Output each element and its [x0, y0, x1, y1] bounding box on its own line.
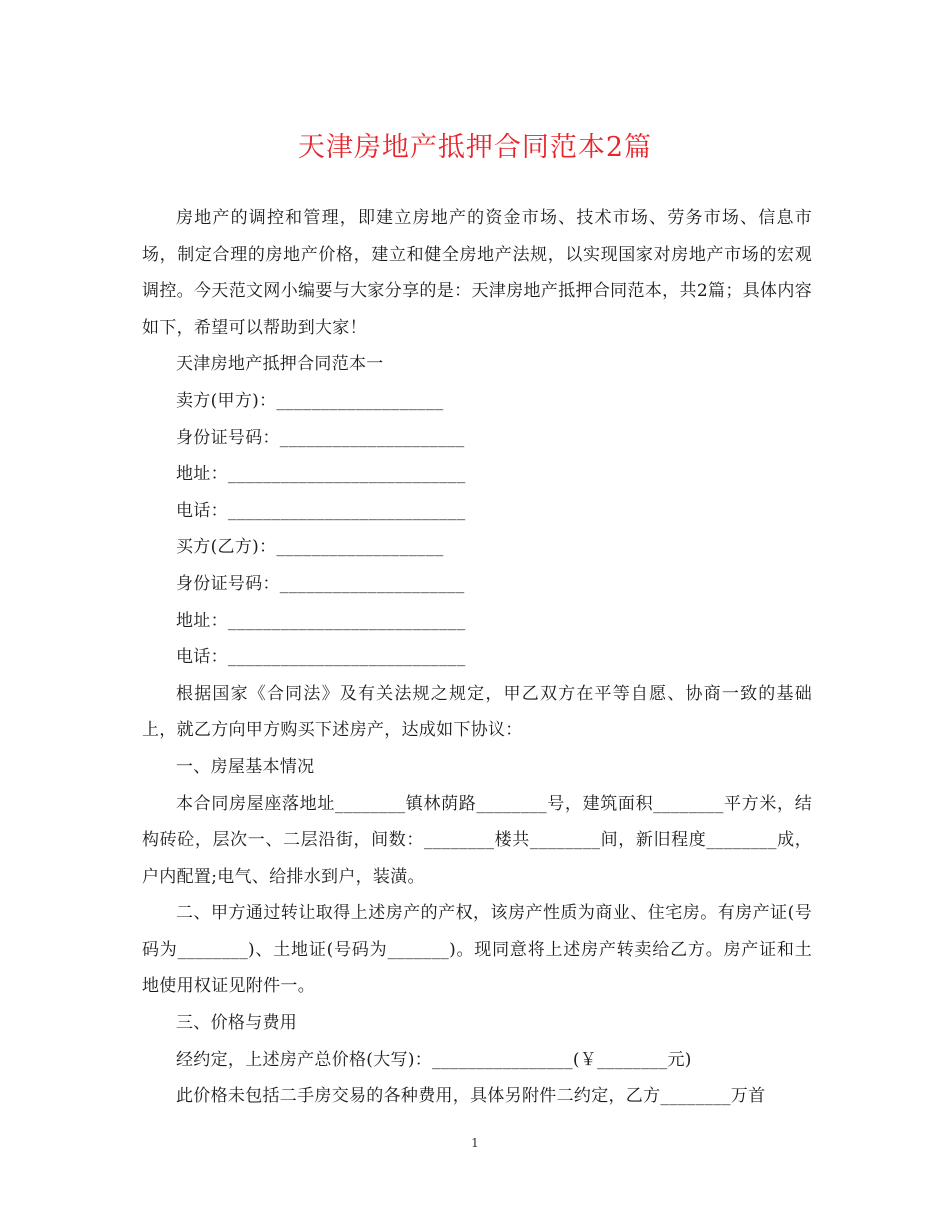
seller-phone-field: 电话：___________________________ [176, 500, 466, 521]
price-text: 经约定，上述房产总价格(大写)：________________(￥________元) [176, 1049, 692, 1070]
seller-id-field: 身份证号码：_____________________ [176, 427, 465, 448]
page-number: 1 [471, 1136, 479, 1150]
buyer-address-field: 地址：___________________________ [176, 610, 466, 631]
clause-heading-3: 三、价格与费用 [176, 1013, 298, 1034]
intro-paragraph: 房地产的调控和管理，即建立房地产的资金市场、技术市场、劳务市场、信息市场，制定合理的房地产价格，建立和健全房地产法规，以实现国家对房地产市场的宏观调控。今天范文网小编要与大家分享的是：天津房地产抵押合同范本，共2篇；具体内容如下，希望可以帮助到大家！ [142, 208, 812, 338]
fees-text: 此价格未包括二手房交易的各种费用，具体另附件二约定，乙方________万首 [176, 1086, 766, 1107]
section-heading-contract-one: 天津房地产抵押合同范本一 [176, 354, 384, 375]
buyer-phone-field: 电话：___________________________ [176, 647, 466, 668]
clause-heading-1: 一、房屋基本情况 [176, 756, 315, 777]
clause-1-text: 本合同房屋座落地址________镇林荫路________号，建筑面积________平方米，结构砖砼，层次一、二层沿街，间数：________楼共________间，新旧程度________成，户内配置;电气、给排水到户，装潢。 [142, 793, 812, 887]
seller-field: 卖方(甲方)：___________________ [176, 390, 444, 411]
buyer-id-field: 身份证号码：_____________________ [176, 573, 465, 594]
buyer-field: 买方(乙方)：___________________ [176, 537, 444, 558]
document-body [142, 200, 812, 1115]
clause-2-text: 二、甲方通过转让取得上述房产的产权，该房产性质为商业、住宅房。有房产证(号码为________)、土地证(号码为_______)。现同意将上述房产转卖给乙方。房产证和土地使用权证见附件一。 [142, 903, 812, 997]
document-title: 天津房地产抵押合同范本2篇 [297, 132, 653, 163]
seller-address-field: 地址：___________________________ [176, 464, 466, 485]
agreement-preamble: 根据国家《合同法》及有关法规之规定，甲乙双方在平等自愿、协商一致的基础上，就乙方向甲方购买下述房产，达成如下协议： [142, 683, 812, 741]
